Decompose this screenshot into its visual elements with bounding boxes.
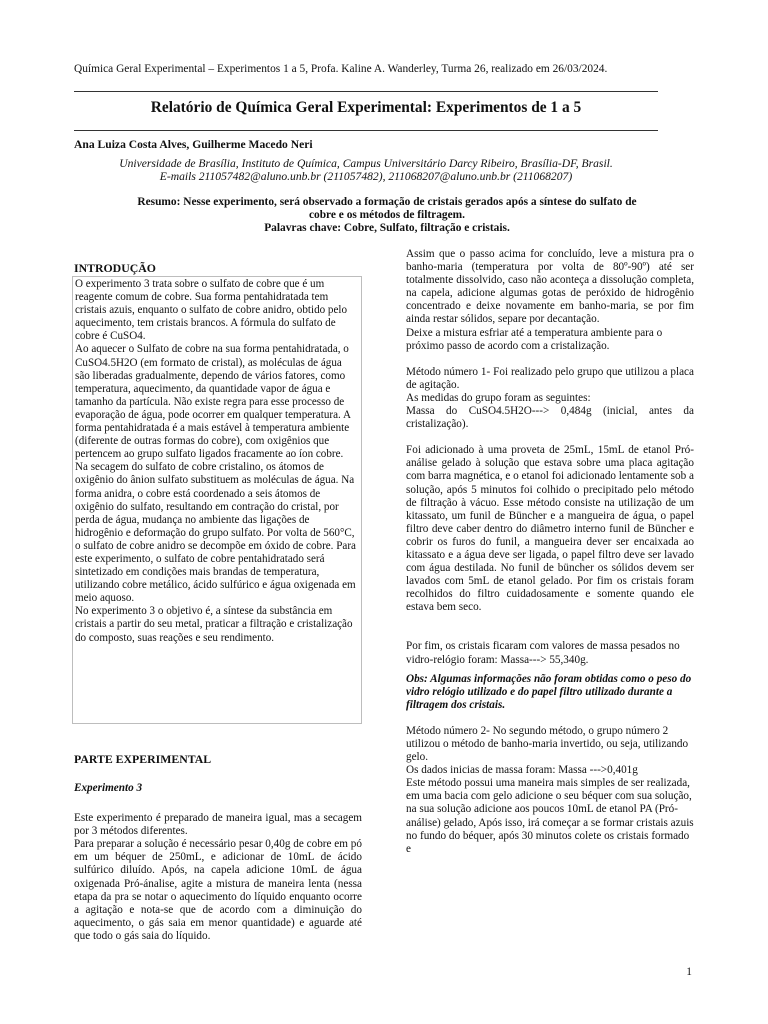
abstract-line-2: cobre e os métodos de filtragem. xyxy=(308,209,466,221)
affiliation xyxy=(74,157,658,183)
authors: Ana Luiza Costa Alves, Guilherme Macedo Neri xyxy=(74,138,313,151)
intro-heading-wrap xyxy=(74,261,362,275)
intro-paragraph: Na secagem do sulfato de cobre cristalino, os átomos de oxigênio do ânion sulfato substituem as moléculas de água. Na forma anidra, o cobre está coordenado a seis átomos de oxigênio do sulfato, resultando em contração do cristal, por perda de água, mudança no ambiente das ligações de hidrogênio e deformação do grupo sulfato. Por volta de 560°C, o sulfato de cobre anidro se decompõe em óxido de cobre. Para este experimento, o sulfato de cobre pentahidratado será sintetizado em condições mais brandas de temperatura, utilizando cobre metálico, ácido sulfúrico e água oxigenada em meio aquoso. xyxy=(75,461,356,605)
intro-heading: INTRODUÇÃO xyxy=(74,261,156,275)
observation-note: Obs: Algumas informações não foram obtidas como o peso do vidro relógio utilizado e do papel filtro utilizado durante a filtragem dos cristais. xyxy=(406,672,692,711)
keywords: Palavras chave: Cobre, Sulfato, filtração e cristais. xyxy=(264,222,510,234)
experimental-paragraph: Este experimento é preparado de maneira igual, mas a secagem por 3 métodos diferentes. xyxy=(74,812,362,838)
method-2-procedure: Este método possui uma maneira mais simples de ser realizada, em uma bacia com gelo adicione o seu béquer com sua solução, na sua solução adicione aos poucos 10mL de etanol PA (Pró-análise) gelado, Após isso, irá começar a se formar cristais azuis no fundo do béquer, após 30 minutos colete os cristais formado e xyxy=(406,777,694,855)
intro-paragraph: O experimento 3 trata sobre o sulfato de cobre que é um reagente comum de cobre. Sua forma pentahidratada tem cristais azuis, enquanto o sulfato de cobre anidro, obtido pelo aquecimento, tem cristais brancos. A fórmula do sulfato de cobre é CuSO4. xyxy=(75,278,348,343)
method-1-result: Por fim, os cristais ficaram com valores de massa pesados no vidro-relógio foram: Massa---> 55,340g. xyxy=(406,640,680,666)
affiliation-institution: Universidade de Brasília, Instituto de Química, Campus Universitário Darcy Ribeiro, Brasília-DF, Brasil. xyxy=(119,157,613,170)
method-1-intro: Método número 1- Foi realizado pelo grupo que utilizou a placa de agitação. xyxy=(406,365,694,391)
method-1-mass: Massa do CuSO4.5H2O---> 0,484g (inicial, antes da cristalização). xyxy=(406,405,694,431)
experimental-heading: PARTE EXPERIMENTAL xyxy=(74,752,212,766)
experimental-section xyxy=(74,752,362,943)
intro-paragraph: No experimento 3 o objetivo é, a síntese da substância em cristais a partir do seu metal, praticar a filtração e cristalização do composto, suas reações e seu rendimento. xyxy=(75,605,353,644)
intro-paragraph: Ao aquecer o Sulfato de cobre na sua forma pentahidratada, o CuSO4.5H2O (em formato de cristal), as moléculas de água são liberadas gradualmente, dependo de vários fatores, como temperatura, aquecimento, da quantidade vapor de água e tamanho da partícula. Não existe regra para esse processo de evaporação de água, pode ocorrer em qualquer temperatura. A forma pentahidratada é a mais estável à temperatura ambiente (diferente de outras formas do cobre), com oxigênios que pertencem ao grupo sulfato ligados fracamente ao íon cobre. xyxy=(75,343,351,461)
procedure-paragraph: Deixe a mistura esfriar até a temperatura ambiente para o próximo passo de acordo com a cristalização. xyxy=(406,326,663,352)
header-rule xyxy=(74,91,658,92)
experiment-3-subheading: Experimento 3 xyxy=(74,782,143,794)
method-1-measures: As medidas do grupo foram as seguintes: xyxy=(406,391,591,404)
affiliation-emails: E-mails 211057482@aluno.unb.br (211057482), 211068207@aluno.unb.br (211068207) xyxy=(159,170,573,183)
running-head: Química Geral Experimental – Experimentos 1 a 5, Profa. Kaline A. Wanderley, Turma 26, realizado em 26/03/2024. xyxy=(74,63,608,75)
right-column xyxy=(406,248,694,856)
method-2-mass: Os dados inicias de massa foram: Massa --->0,401g xyxy=(406,764,638,777)
procedure-paragraph: Assim que o passo acima for concluído, leve a mistura pra o banho-maria (temperatura por volta de 80º-90º) até ser totalmente dissolvido, caso não aconteça a dissolução completa, na capela, adicione algumas gotas de peróxido de hidrogênio concentrado e deixe novamente em banho-maria, se por fim ainda restar sólidos, separe por decantação. xyxy=(406,248,694,326)
method-2-intro: Método número 2- No segundo método, o grupo número 2 utilizou o método de banho-maria invertido, ou seja, utilizando gelo. xyxy=(406,724,689,764)
abstract-line-1: Resumo: Nesse experimento, será observado a formação de cristais gerados após a síntese do sulfato de xyxy=(137,196,637,208)
title-rule xyxy=(74,130,658,131)
abstract xyxy=(74,196,700,235)
experimental-paragraph: Para preparar a solução é necessário pesar 0,40g de cobre em pó em um béquer de 250mL, e adicionar de 10mL de ácido sulfúrico diluído. Após, na capela adicione 10mL de água oxigenada Pró-ánalise, agite a mistura de maneira lenta (nessa etapa da pra se notar o aquecimento do líquido enquanto ocorre a agitação e nota-se que de acordo com a diminuição do aquecimento, o gás saia em menor quantidade) e aguarde até que todo o gás saia do líquido. xyxy=(74,838,362,942)
introduction-box xyxy=(72,276,362,724)
method-1-procedure: Foi adicionado à uma proveta de 25mL, 15mL de etanol Pró-análise gelado à solução que estava sobre uma placa agitação com barra magnética, e o etanol foi adicionado lentamente sob a solução, após 5 minutos foi colhido o precipitado pelo método de filtração à vácuo. Esse método consiste na utilização de um kitassato, um funil de Büncher e a mangueira de água, o papel filtro deve caber dentro do diâmetro interno funil de Büncher e cobrir os furos do funil, a mangueira dever ser encaixada ao kitassato e a água deve ser ligada, o papel filtro deve ser lavado com água destilada. No funil de büncher os sólidos devem ser lavados com 5mL de etanol gelado. Por fim os cristais foram recolhidos do filtro cuidadosamente e somente quando ele estava bem seco. xyxy=(406,444,694,614)
document-title: Relatório de Química Geral Experimental: Experimentos de 1 a 5 xyxy=(150,99,582,116)
page-number: 1 xyxy=(686,966,692,978)
